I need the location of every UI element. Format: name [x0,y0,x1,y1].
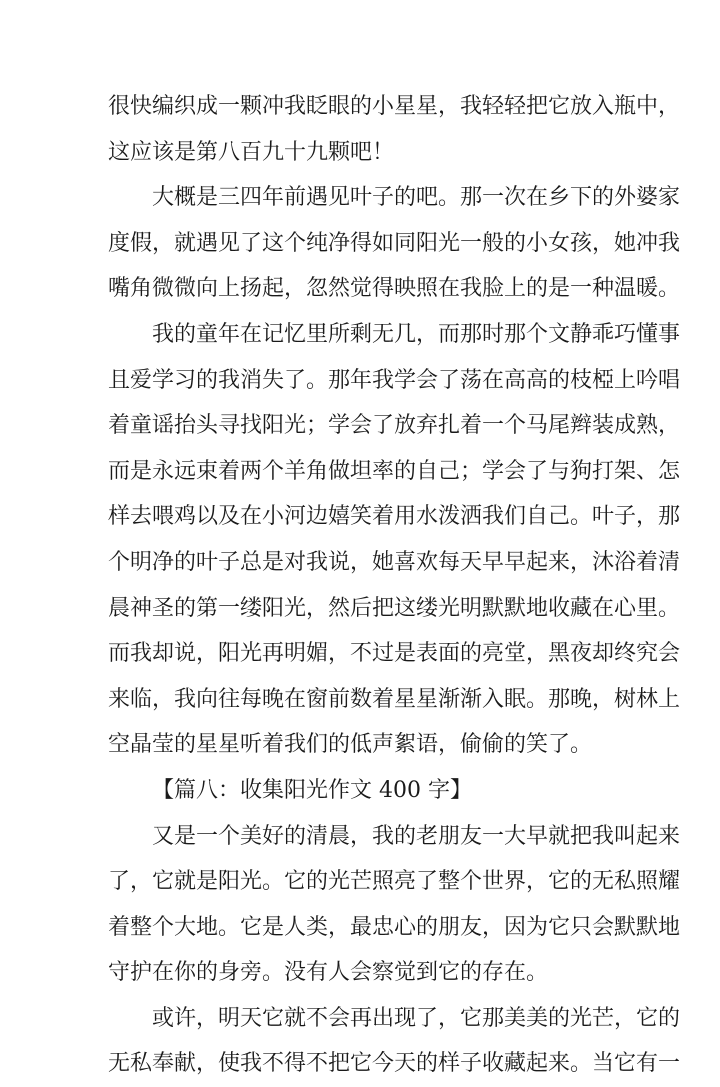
paragraph-first-line: 大概是三四年前遇见叶子的吧。那一次在乡下的外婆家 [152,185,681,211]
text-line: 个明净的叶子总是对我说，她喜欢每天早早起来，沐浴着清 [108,549,681,575]
text-line: 而我却说，阳光再明媚，不过是表面的亮堂，黑夜却终究会 [108,641,681,667]
body-text [108,84,681,1087]
text-line: 着童谣抬头寻找阳光；学会了放弃扎着一个马尾辫装成熟， [108,413,681,439]
text-line: 着整个大地。它是人类，最忠心的朋友，因为它只会默默地 [108,914,681,940]
text-line: 空晶莹的星星听着我们的低声絮语，偷偷的笑了。 [108,732,593,758]
text-line: 很快编织成一颗冲我眨眼的小星星，我轻轻把它放入瓶中， [108,94,681,119]
text-line: 了，它就是阳光。它的光芒照亮了整个世界，它的无私照耀 [108,869,681,895]
text-line: 晨神圣的第一缕阳光，然后把这缕光明默默地收藏在心里。 [108,595,681,621]
text-line: 样去喂鸡以及在小河边嬉笑着用水泼洒我们自己。叶子，那 [108,504,681,530]
paragraph-first-line: 又是一个美好的清晨，我的老朋友一大早就把我叫起来 [152,823,681,849]
paragraph-first-line: 我的童年在记忆里所剩无几，而那时那个文静乖巧懂事 [152,321,681,347]
section-heading: 【篇八：收集阳光作文 400 字】 [152,777,472,803]
text-line: 度假，就遇见了这个纯净得如同阳光一般的小女孩，她冲我 [108,230,681,256]
text-line: 且爱学习的我消失了。那年我学会了荡在高高的枝椏上吟唱 [108,367,681,393]
text-line: 这应该是第八百九十九颗吧！ [108,139,395,165]
text-line: 来临，我向往每晚在窗前数着星星渐渐入眠。那晚，树林上 [108,686,681,712]
text-line: 嘴角微微向上扬起，忽然觉得映照在我脸上的是一种温暖。 [108,276,681,302]
text-line: 而是永远束着两个羊角做坦率的自己；学会了与狗打架、怎 [108,458,681,484]
text-line: 无私奉献，使我不得不把它今天的样子收藏起来。当它有一 [108,1051,681,1077]
text-line: 守护在你的身旁。没有人会察觉到它的存在。 [108,960,549,986]
paragraph-first-line: 或许，明天它就不会再出现了，它那美美的光芒，它的 [152,1005,681,1031]
